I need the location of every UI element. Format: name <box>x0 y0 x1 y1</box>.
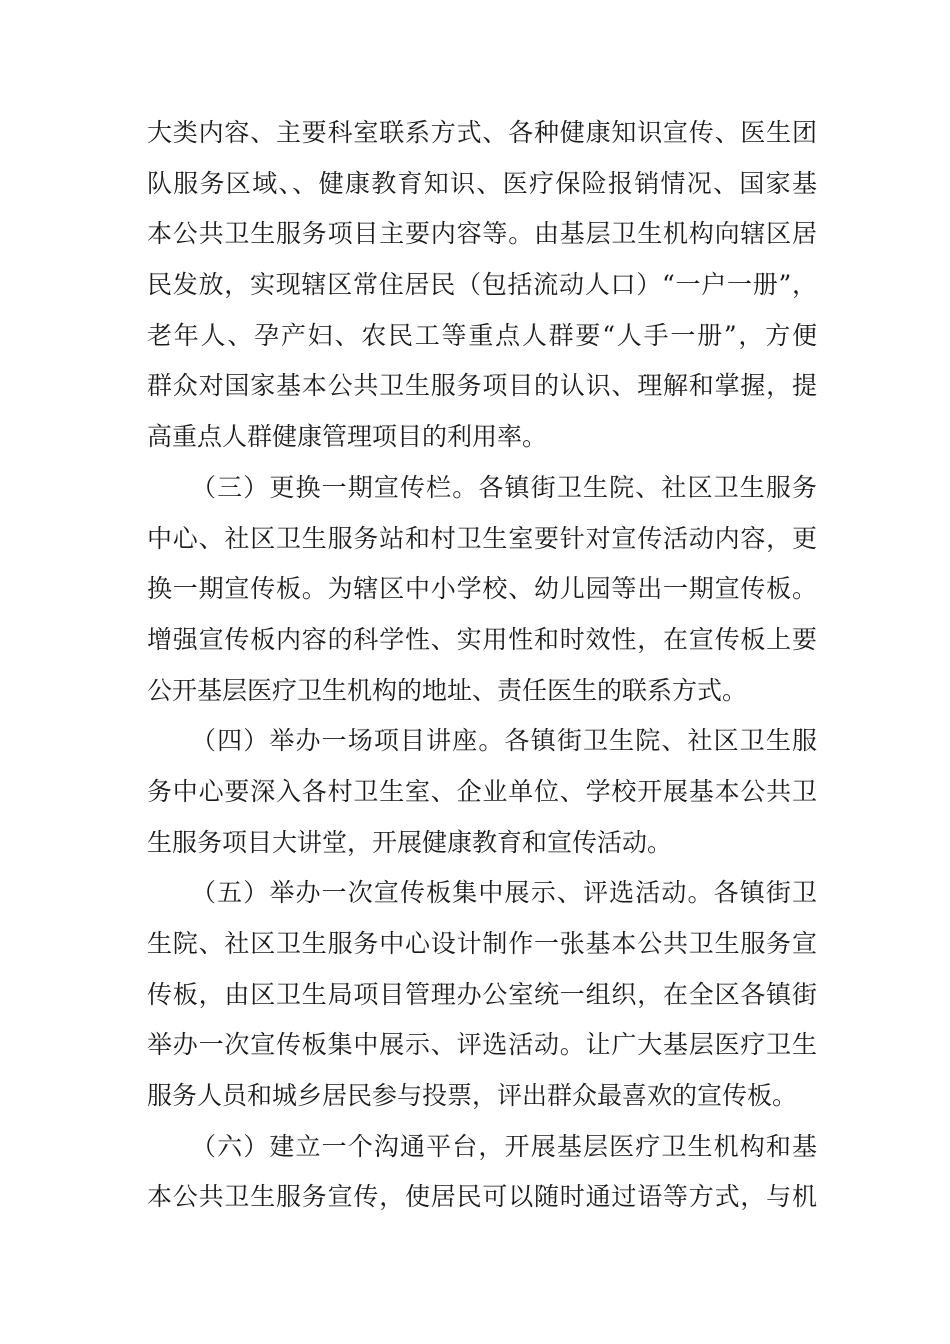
text-line: （六）建立一个沟通平台，开展基层医疗卫生机构和基 <box>191 1131 817 1161</box>
text-line: 本公共卫生服务宣传，使居民可以随时通过语等方式，与机 <box>147 1182 817 1212</box>
text-line: 群众对国家基本公共卫生服务项目的认识、理解和掌握，提 <box>147 371 817 401</box>
text-line: （四）举办一场项目讲座。各镇街卫生院、社区卫生服 <box>191 726 817 756</box>
text-line: （五）举办一次宣传板集中展示、评选活动。各镇街卫 <box>191 878 817 908</box>
body-text <box>147 108 817 1223</box>
text-line: 高重点人群健康管理项目的利用率。 <box>147 422 548 452</box>
text-line: （三）更换一期宣传栏。各镇街卫生院、社区卫生服务 <box>191 472 817 502</box>
text-line: 务中心要深入各村卫生室、企业单位、学校开展基本公共卫 <box>147 776 817 806</box>
text-line: 换一期宣传板。为辖区中小学校、幼儿园等出一期宣传板。 <box>147 574 817 604</box>
text-line: 举办一次宣传板集中展示、评选活动。让广大基层医疗卫生 <box>147 1030 817 1060</box>
text-line: 本公共卫生服务项目主要内容等。由基层卫生机构向辖区居 <box>147 219 817 249</box>
text-line: 队服务区域、、健康教育知识、医疗保险报销情况、国家基 <box>147 168 817 198</box>
text-line: 服务人员和城乡居民参与投票，评出群众最喜欢的宣传板。 <box>147 1081 798 1111</box>
text-line: 生院、社区卫生服务中心设计制作一张基本公共卫生服务宣 <box>147 929 817 958</box>
text-line: 老年人、孕产妇、农民工等重点人群要“人手一册”，方便 <box>147 320 817 350</box>
text-line: 传板，由区卫生局项目管理办公室统一组织，在全区各镇街 <box>147 979 817 1009</box>
text-line: 增强宣传板内容的科学性、实用性和时效性，在宣传板上要 <box>147 624 817 654</box>
text-line: 中心、社区卫生服务站和村卫生室要针对宣传活动内容，更 <box>147 523 817 553</box>
text-line: 生服务项目大讲堂，开展健康教育和宣传活动。 <box>147 827 673 857</box>
text-line: 大类内容、主要科室联系方式、各种健康知识宣传、医生团 <box>147 118 817 147</box>
text-line: 民发放，实现辖区常住居民（包括流动人口）“一户一册”， <box>147 270 817 300</box>
text-line: 公开基层医疗卫生机构的地址、责任医生的联系方式。 <box>147 675 748 705</box>
